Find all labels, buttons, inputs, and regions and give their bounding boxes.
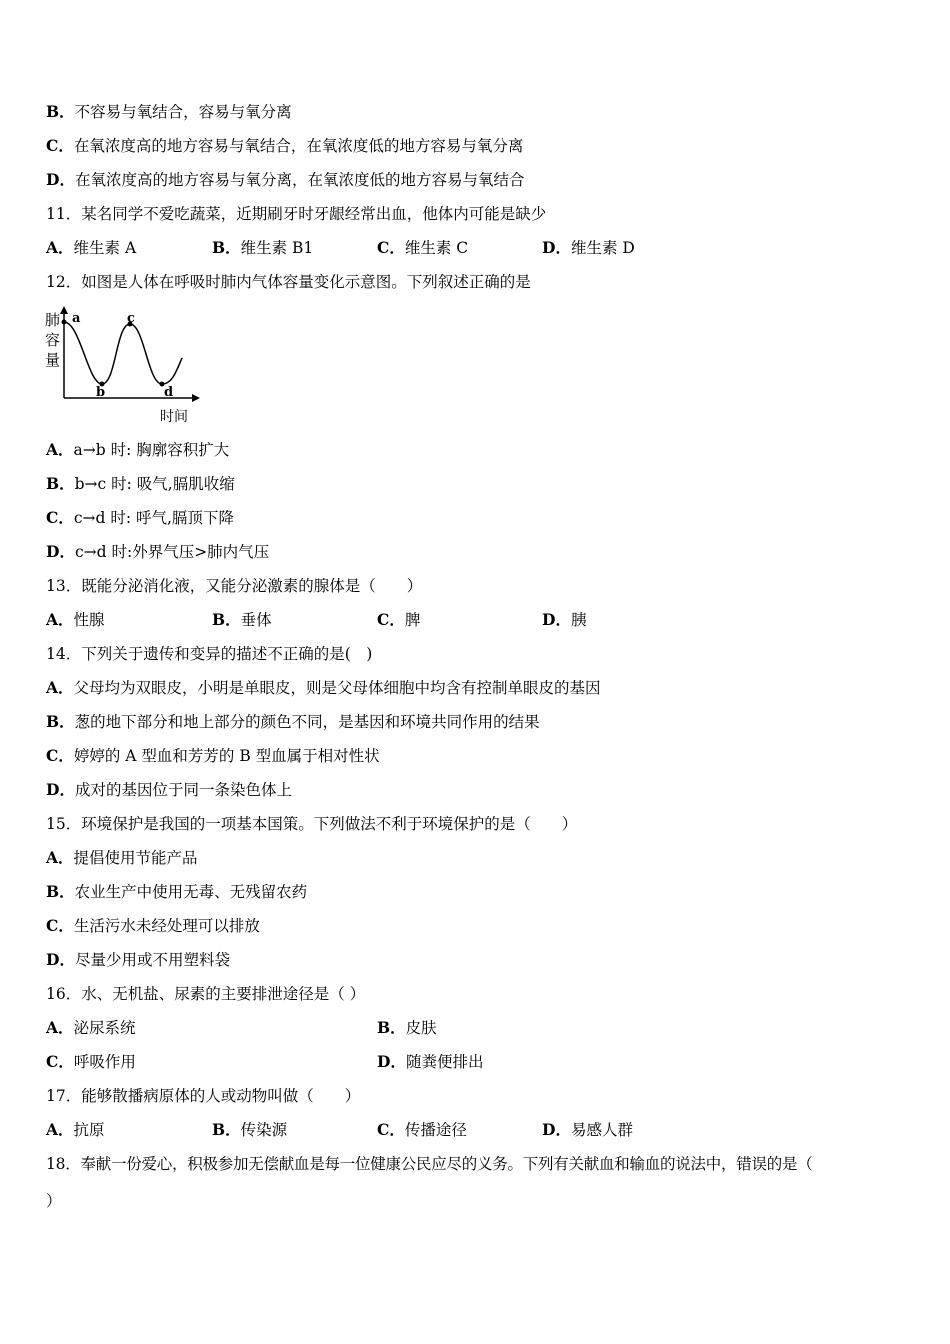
option-label: A． <box>46 1120 74 1139</box>
option-text: 传染源 <box>240 1121 288 1139</box>
option-label: A． <box>46 678 74 697</box>
q13-option-b <box>212 610 272 630</box>
volume-curve <box>64 322 182 384</box>
option-label: B． <box>46 474 75 493</box>
option-text: b→c 时: 吸气,膈肌收缩 <box>74 475 235 493</box>
option-text: 脾 <box>404 611 421 629</box>
x-axis-label: 时间 <box>160 409 188 425</box>
option-text: 传播途径 <box>404 1121 467 1139</box>
q16-options-row2 <box>0 1052 950 1072</box>
option-text: 在氧浓度高的地方容易与氧结合，在氧浓度低的地方容易与氧分离 <box>73 137 524 155</box>
point-c-label: c <box>127 311 135 326</box>
y-axis-label-char: 量 <box>45 351 61 369</box>
q17-option-d <box>542 1120 633 1140</box>
option-label: C． <box>46 136 74 155</box>
q14-option-c <box>46 746 380 766</box>
q11-option-d <box>542 238 635 258</box>
option-text: 泌尿系统 <box>73 1019 136 1037</box>
q15-option-c <box>46 916 260 936</box>
q14-stem: 14．下列关于遗传和变异的描述不正确的是( ) <box>46 645 373 663</box>
option-label: B． <box>212 238 241 257</box>
q12-option-c <box>46 508 234 528</box>
option-label: C． <box>46 916 74 935</box>
option-label: A． <box>46 848 74 867</box>
q11-option-a <box>46 238 136 258</box>
q16-options-row1 <box>0 1018 950 1038</box>
q18-stem-line1: 18．奉献一份爱心，积极参加无偿献血是每一位健康公民应尽的义务。下列有关献血和输血的说法中，错误的是（ <box>46 1155 813 1173</box>
option-label: A． <box>46 440 74 459</box>
option-text: 成对的基因位于同一条染色体上 <box>74 781 292 799</box>
option-text: 在氧浓度高的地方容易与氧分离，在氧浓度低的地方容易与氧结合 <box>74 171 525 189</box>
q13-option-d <box>542 610 586 630</box>
option-text: c→d 时: 呼气,膈顶下降 <box>73 509 234 527</box>
q18-stem-line2: ） <box>46 1192 62 1210</box>
q13-option-c <box>377 610 420 630</box>
q12-stem: 12．如图是人体在呼吸时肺内气体容量变化示意图。下列叙述正确的是 <box>46 273 531 291</box>
option-text: 父母均为双眼皮，小明是单眼皮，则是父母体细胞中均含有控制单眼皮的基因 <box>73 679 601 697</box>
option-label: B． <box>377 1018 406 1037</box>
q16-option-a <box>46 1018 136 1038</box>
q14-option-b <box>46 712 540 732</box>
option-label: C． <box>46 1052 74 1071</box>
option-text: a→b 时: 胸廓容积扩大 <box>73 441 230 459</box>
q14-option-d <box>46 780 292 800</box>
q15-option-b <box>46 882 307 902</box>
q13-stem: 13．既能分泌消化液，又能分泌激素的腺体是（ ） <box>46 577 423 595</box>
q12-option-a <box>46 440 229 460</box>
option-text: 提倡使用节能产品 <box>73 849 198 867</box>
q14-option-a <box>46 678 601 698</box>
option-text: 维生素 D <box>570 239 635 257</box>
option-label: D． <box>542 610 571 629</box>
option-label: D． <box>46 170 75 189</box>
option-label: D． <box>542 1120 571 1139</box>
option-text: 呼吸作用 <box>73 1053 136 1071</box>
option-text: 不容易与氧结合，容易与氧分离 <box>74 103 292 121</box>
option-text: 抗原 <box>73 1121 105 1139</box>
q10-option-d <box>46 170 524 190</box>
q17-option-c <box>377 1120 467 1140</box>
option-text: 皮肤 <box>405 1019 437 1037</box>
option-text: 随粪便排出 <box>405 1053 484 1071</box>
option-label: B． <box>46 712 75 731</box>
q11-option-c <box>377 238 468 258</box>
option-label: B． <box>46 102 75 121</box>
q17-stem: 17．能够散播病原体的人或动物叫做（ ） <box>46 1087 361 1105</box>
q12-option-d <box>46 542 269 562</box>
option-text: 胰 <box>570 611 587 629</box>
q16-option-c <box>46 1052 136 1072</box>
option-label: C． <box>377 610 405 629</box>
point-a-marker <box>62 320 67 325</box>
option-text: 维生素 A <box>73 239 137 257</box>
option-label: C． <box>46 746 74 765</box>
option-label: C． <box>377 238 405 257</box>
point-a-label: a <box>72 311 81 326</box>
option-text: 维生素 C <box>404 239 469 257</box>
option-text: 生活污水未经处理可以排放 <box>73 917 260 935</box>
y-axis-label-char: 容 <box>45 331 61 349</box>
option-text: 易感人群 <box>570 1121 633 1139</box>
option-label: A． <box>46 238 74 257</box>
q13-options <box>0 610 950 630</box>
lung-volume-diagram <box>40 306 210 426</box>
q17-option-b <box>212 1120 287 1140</box>
option-label: D． <box>46 780 75 799</box>
option-label: D． <box>377 1052 406 1071</box>
q16-option-b <box>377 1018 437 1038</box>
option-text: c→d 时:外界气压>肺内气压 <box>74 543 270 561</box>
q11-option-b <box>212 238 313 258</box>
q13-option-a <box>46 610 105 630</box>
q15-option-d <box>46 950 230 970</box>
q12-option-b <box>46 474 235 494</box>
option-text: 尽量少用或不用塑料袋 <box>74 951 230 969</box>
option-label: B． <box>46 882 75 901</box>
point-d-label: d <box>164 385 174 400</box>
q17-options <box>0 1120 950 1140</box>
option-text: 农业生产中使用无毒、无残留农药 <box>74 883 308 901</box>
option-label: B． <box>212 1120 241 1139</box>
option-text: 维生素 B1 <box>240 239 314 257</box>
q10-option-b <box>46 102 292 122</box>
option-label: A． <box>46 610 74 629</box>
y-axis-arrow-icon <box>60 306 68 314</box>
option-text: 婷婷的 A 型血和芳芳的 B 型血属于相对性状 <box>73 747 380 765</box>
option-label: A． <box>46 1018 74 1037</box>
point-b-label: b <box>96 385 106 400</box>
q16-option-d <box>377 1052 483 1072</box>
x-axis-arrow-icon <box>192 394 200 402</box>
option-text: 垂体 <box>240 611 272 629</box>
q17-option-a <box>46 1120 105 1140</box>
y-axis-label-char: 肺 <box>45 311 61 329</box>
option-text: 葱的地下部分和地上部分的颜色不同，是基因和环境共同作用的结果 <box>74 713 540 731</box>
option-label: C． <box>377 1120 405 1139</box>
option-label: C． <box>46 508 74 527</box>
option-label: D． <box>46 950 75 969</box>
q16-stem: 16．水、无机盐、尿素的主要排泄途径是（ ） <box>46 985 366 1003</box>
option-label: D． <box>46 542 75 561</box>
q15-option-a <box>46 848 198 868</box>
option-text: 性腺 <box>73 611 105 629</box>
q15-stem: 15．环境保护是我国的一项基本国策。下列做法不利于环境保护的是（ ） <box>46 815 578 833</box>
option-label: D． <box>542 238 571 257</box>
q10-option-c <box>46 136 523 156</box>
option-label: B． <box>212 610 241 629</box>
q11-stem: 11．某名同学不爱吃蔬菜，近期刷牙时牙龈经常出血，他体内可能是缺少 <box>46 205 547 223</box>
q11-options <box>0 238 950 258</box>
